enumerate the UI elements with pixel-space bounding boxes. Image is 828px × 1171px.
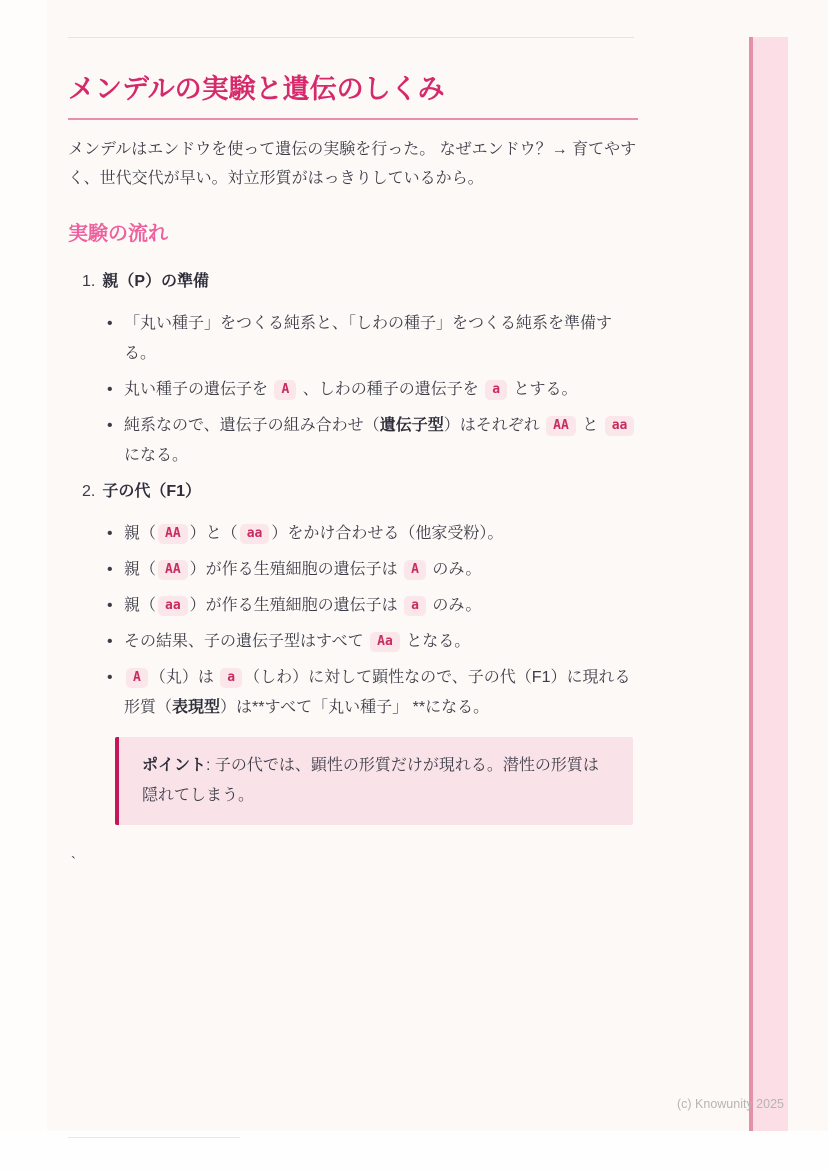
- genotype-badge: aa: [240, 524, 270, 544]
- step-heading: [82, 267, 638, 297]
- bullet-item: [106, 375, 638, 405]
- step-title: 子の代（F1）: [102, 483, 202, 500]
- callout-text: : 子の代では、顕性の形質だけが現れる。潜性の形質は隠れてしまう。: [142, 757, 599, 804]
- callout-label: ポイント: [142, 757, 207, 774]
- text-run: ）が作る生殖細胞の遺伝子は: [189, 597, 403, 614]
- bullet-item: [106, 627, 638, 657]
- genotype-badge: aa: [605, 416, 635, 436]
- genotype-badge: a: [404, 596, 426, 616]
- bullet-item: [106, 591, 638, 621]
- genotype-badge: a: [485, 380, 507, 400]
- text-run: ）をかけ合わせる（他家受粉）。: [271, 525, 504, 542]
- text-run: 親（: [124, 561, 157, 578]
- step-bullets: [82, 519, 638, 723]
- experiment-steps: [68, 267, 638, 723]
- step-heading: [82, 477, 638, 507]
- genotype-badge: aa: [158, 596, 188, 616]
- genotype-badge: A: [126, 668, 148, 688]
- step-number: 2.: [82, 483, 96, 500]
- scrollbar[interactable]: [749, 37, 788, 1131]
- step-number: 1.: [82, 273, 96, 290]
- genotype-badge: AA: [546, 416, 576, 436]
- bold-term: 遺伝子型: [379, 417, 444, 434]
- genotype-badge: AA: [158, 524, 188, 544]
- bullet-item: [106, 555, 638, 585]
- text-run: のみ。: [427, 561, 482, 578]
- text-run: その結果、子の遺伝子型はすべて: [124, 633, 369, 650]
- point-callout: [115, 737, 633, 825]
- genotype-badge: A: [274, 380, 296, 400]
- bullet-item: [106, 411, 638, 471]
- bottom-margin-strip: [0, 1131, 828, 1171]
- text-run: 丸い種子の遺伝子を: [124, 381, 273, 398]
- text-run: ）と（: [189, 525, 238, 542]
- text-run: （丸）は: [149, 669, 219, 686]
- left-margin-strip: [0, 0, 47, 1131]
- stray-backtick: `: [71, 854, 76, 871]
- text-run: （しわ）に対して顕性なので、子の代（F1）に現れる形質（: [124, 669, 631, 716]
- genotype-badge: Aa: [370, 632, 400, 652]
- genotype-badge: AA: [158, 560, 188, 580]
- bold-term: 表現型: [172, 699, 221, 716]
- bullet-item: [106, 519, 638, 549]
- card-bottom-border: [68, 1137, 240, 1138]
- text-run: となる。: [401, 633, 471, 650]
- page-title: メンデルの実験と遺伝のしくみ: [68, 74, 445, 104]
- text-run: 親（: [124, 597, 157, 614]
- note-content: [68, 37, 638, 870]
- genotype-badge: a: [220, 668, 242, 688]
- bullet-item: [106, 663, 638, 723]
- step-item: [82, 477, 638, 723]
- text-run: 、しわの種子の遺伝子を: [298, 381, 484, 398]
- title-underline: [68, 118, 638, 120]
- step-item: [82, 267, 638, 471]
- intro-paragraph: メンデルはエンドウを使って遺伝の実験を行った。 なぜエンドウ？→ 育てやすく、世代交代が早い。対立形質がはっきりしているから。: [68, 141, 637, 187]
- step-title: 親（P）の準備: [102, 273, 210, 290]
- text-run: と: [577, 417, 603, 434]
- step-bullets: [82, 309, 638, 471]
- genotype-badge: A: [404, 560, 426, 580]
- section-heading: 実験の流れ: [68, 223, 168, 245]
- text-run: になる。: [124, 447, 189, 464]
- text-run: ）はそれぞれ: [443, 417, 545, 434]
- bullet-item: [106, 309, 638, 369]
- text-run: とする。: [509, 381, 578, 398]
- text-run: 親（: [124, 525, 157, 542]
- text-run: 「丸い種子」をつくる純系と、「しわの種子」をつくる純系を準備する。: [124, 315, 613, 362]
- text-run: ）は**すべて「丸い種子」 **になる。: [220, 699, 490, 716]
- text-run: のみ。: [427, 597, 482, 614]
- text-run: ）が作る生殖細胞の遺伝子は: [189, 561, 403, 578]
- copyright: (c) Knowunity 2025: [676, 1097, 784, 1111]
- text-run: 純系なので、遺伝子の組み合わせ（: [124, 417, 380, 434]
